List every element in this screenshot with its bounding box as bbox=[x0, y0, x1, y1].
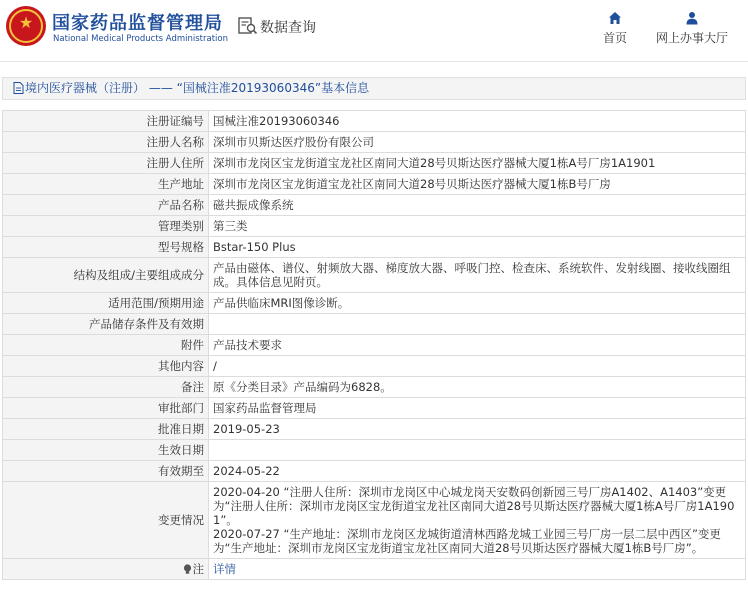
site-subtitle: National Medical Products Administration bbox=[53, 34, 228, 44]
table-row bbox=[3, 153, 746, 174]
change-log-label: 变更情况 bbox=[3, 482, 209, 559]
note-label-cell bbox=[3, 559, 209, 580]
search-document-icon bbox=[238, 17, 258, 35]
field-label: 结构及组成/主要组成成分 bbox=[3, 258, 209, 293]
document-icon bbox=[13, 82, 24, 94]
field-label: 型号规格 bbox=[3, 237, 209, 258]
field-label: 注册人名称 bbox=[3, 132, 209, 153]
field-value: 2019-05-23 bbox=[209, 419, 746, 440]
field-value: Bstar-150 Plus bbox=[209, 237, 746, 258]
field-value: 产品供临床MRI图像诊断。 bbox=[209, 293, 746, 314]
field-value: 深圳市龙岗区宝龙街道宝龙社区南同大道28号贝斯达医疗器械大厦1栋A号厂房1A1901 bbox=[209, 153, 746, 174]
field-label: 适用范围/预期用途 bbox=[3, 293, 209, 314]
field-value: 国家药品监督管理局 bbox=[209, 398, 746, 419]
table-row bbox=[3, 398, 746, 419]
table-row bbox=[3, 258, 746, 293]
site-header bbox=[0, 0, 748, 62]
registration-detail-table bbox=[2, 110, 746, 580]
field-value: 原《分类目录》产品编码为6828。 bbox=[209, 377, 746, 398]
breadcrumb-category[interactable]: 境内医疗器械（注册） bbox=[25, 81, 146, 95]
breadcrumb-record-title: “国械注准20193060346”基本信息 bbox=[176, 81, 370, 95]
field-label: 备注 bbox=[3, 377, 209, 398]
home-icon bbox=[608, 11, 622, 25]
table-row bbox=[3, 335, 746, 356]
table-row bbox=[3, 293, 746, 314]
field-label: 生效日期 bbox=[3, 440, 209, 461]
table-row bbox=[3, 440, 746, 461]
breadcrumb bbox=[2, 77, 746, 100]
nav-home-label: 首页 bbox=[602, 31, 627, 45]
field-label: 产品名称 bbox=[3, 195, 209, 216]
field-label: 注册人住所 bbox=[3, 153, 209, 174]
table-row bbox=[3, 356, 746, 377]
field-label: 其他内容 bbox=[3, 356, 209, 377]
details-link[interactable]: 详情 bbox=[213, 562, 236, 576]
field-label: 附件 bbox=[3, 335, 209, 356]
field-label: 批准日期 bbox=[3, 419, 209, 440]
emblem-logo: ★ bbox=[6, 6, 46, 46]
field-value: 2024-05-22 bbox=[209, 461, 746, 482]
note-value bbox=[209, 559, 746, 580]
field-label: 管理类别 bbox=[3, 216, 209, 237]
note-row bbox=[3, 559, 746, 580]
field-label: 注册证编号 bbox=[3, 111, 209, 132]
field-value: 产品由磁体、谱仪、射频放大器、梯度放大器、呼吸门控、检查床、系统软件、发射线圈、接收线圈组成。具体信息见附页。 bbox=[209, 258, 746, 293]
data-query-label: 数据查询 bbox=[260, 20, 316, 36]
change-log-entry: 2020-04-20 “注册人住所：深圳市龙岗区中心城龙岗天安数码创新园三号厂房A1402、A1403”变更为“注册人住所：深圳市龙岗区宝龙街道宝龙社区南同大道28号贝斯达医疗器械大厦1栋A号厂房1A1901”。 bbox=[213, 485, 735, 527]
field-value: 产品技术要求 bbox=[209, 335, 746, 356]
user-icon bbox=[685, 11, 699, 25]
table-row bbox=[3, 132, 746, 153]
field-label: 有效期至 bbox=[3, 461, 209, 482]
change-log-entry: 2020-07-27 “生产地址：深圳市龙岗区龙城街道清林西路龙城工业园三号厂房一层二层中西区”变更为“生产地址：深圳市龙岗区宝龙街道宝龙社区南同大道28号贝斯达医疗器械大厦1栋B号厂房”。 bbox=[213, 527, 721, 555]
field-value bbox=[209, 440, 746, 461]
site-title: 国家药品监督管理局 bbox=[52, 13, 223, 34]
table-row bbox=[3, 461, 746, 482]
breadcrumb-separator: —— bbox=[145, 81, 177, 95]
table-row bbox=[3, 377, 746, 398]
note-label: 注 bbox=[192, 562, 204, 576]
field-value bbox=[209, 314, 746, 335]
table-row bbox=[3, 174, 746, 195]
table-row bbox=[3, 195, 746, 216]
nav-home[interactable] bbox=[598, 11, 632, 46]
field-value: 深圳市贝斯达医疗股份有限公司 bbox=[209, 132, 746, 153]
field-value: 磁共振成像系统 bbox=[209, 195, 746, 216]
field-value: 深圳市龙岗区宝龙街道宝龙社区南同大道28号贝斯达医疗器械大厦1栋B号厂房 bbox=[209, 174, 746, 195]
table-row bbox=[3, 419, 746, 440]
table-row bbox=[3, 216, 746, 237]
field-value: 第三类 bbox=[209, 216, 746, 237]
field-label: 审批部门 bbox=[3, 398, 209, 419]
data-query-link[interactable] bbox=[238, 17, 316, 37]
change-log-value bbox=[209, 482, 746, 559]
field-value: / bbox=[209, 356, 746, 377]
nav-online-hall-label: 网上办事大厅 bbox=[655, 31, 728, 45]
table-row bbox=[3, 314, 746, 335]
table-row bbox=[3, 237, 746, 258]
nav-online-hall[interactable] bbox=[652, 11, 732, 46]
table-row bbox=[3, 111, 746, 132]
lightbulb-icon bbox=[183, 564, 192, 575]
field-value: 国械注准20193060346 bbox=[209, 111, 746, 132]
field-label: 产品储存条件及有效期 bbox=[3, 314, 209, 335]
change-log-row bbox=[3, 482, 746, 559]
field-label: 生产地址 bbox=[3, 174, 209, 195]
